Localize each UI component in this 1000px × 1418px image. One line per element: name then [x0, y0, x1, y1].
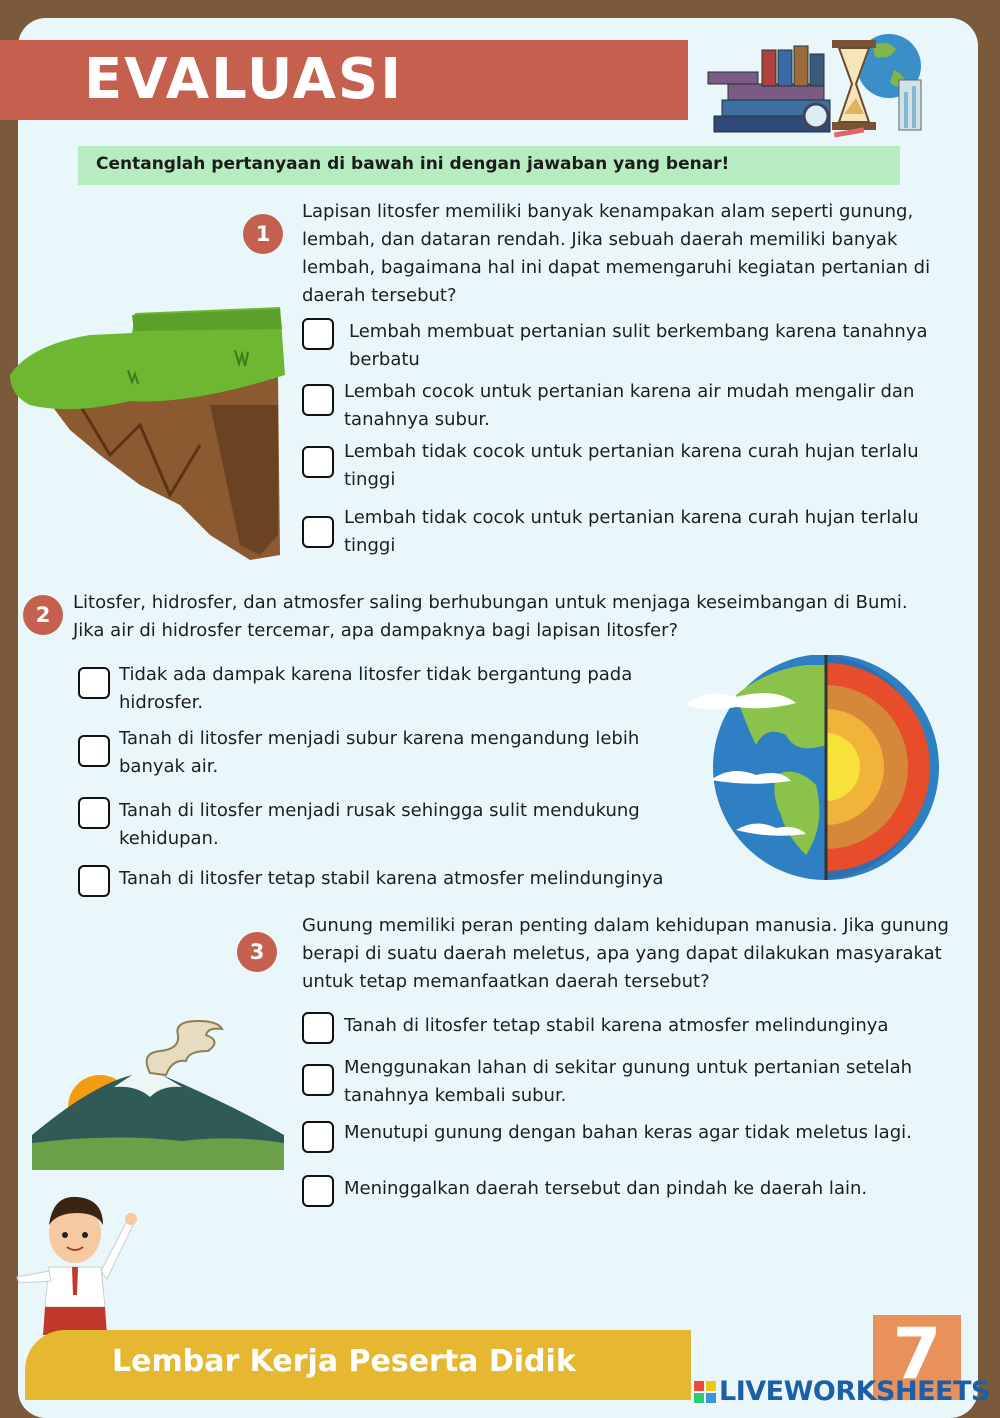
question-1-text: Lapisan litosfer memiliki banyak kenampakan alam seperti gunung, lembah, dan dataran rendah. Jika sebuah daerah memiliki banyak lembah, bagaimana hal ini dapat memengaruhi kegiatan pertanian di daerah tersebut? [302, 201, 931, 306]
page-number: 7 [892, 1313, 942, 1395]
q1-option-2-label: Lembah cocok untuk pertanian karena air mudah mengalir dan tanahnya subur. [344, 381, 915, 430]
question-2-text: Litosfer, hidrosfer, dan atmosfer saling berhubungan untuk menjaga keseimbangan di Bumi. Jika air di hidrosfer tercemar, apa dampaknya bagi lapisan litosfer? [73, 592, 908, 641]
q3-option-2[interactable] [302, 1054, 962, 1110]
q1-option-1-label: Lembah membuat pertanian sulit berkembang karena tanahnya berbatu [349, 321, 928, 370]
q2-checkbox-3[interactable] [78, 797, 110, 829]
q1-checkbox-3[interactable] [302, 446, 334, 478]
q1-option-4-label: Lembah tidak cocok untuk pertanian karena curah hujan terlalu tinggi [344, 507, 919, 556]
liveworksheets-icon [694, 1381, 716, 1403]
q2-option-1[interactable] [78, 661, 678, 717]
q2-option-4[interactable] [78, 865, 698, 897]
question-number-3: 3 [237, 932, 277, 972]
page-title: EVALUASI [84, 47, 404, 112]
books-globe-illustration [704, 20, 926, 140]
q3-option-3-label: Menutupi gunung dengan bahan keras agar tidak meletus lagi. [344, 1122, 912, 1143]
footer-label: Lembar Kerja Peserta Didik [112, 1344, 576, 1379]
q2-option-2-label: Tanah di litosfer menjadi subur karena mengandung lebih banyak air. [119, 728, 640, 777]
q3-checkbox-1[interactable] [302, 1012, 334, 1044]
q1-checkbox-2[interactable] [302, 384, 334, 416]
q1-option-3-label: Lembah tidak cocok untuk pertanian karena curah hujan terlalu tinggi [344, 441, 919, 490]
q3-checkbox-4[interactable] [302, 1175, 334, 1207]
liveworksheets-logo[interactable] [694, 1376, 990, 1407]
question-3-text: Gunung memiliki peran penting dalam kehidupan manusia. Jika gunung berapi di suatu daerah meletus, apa yang dapat dilakukan masyarakat untuk tetap memanfaatkan daerah tersebut? [302, 915, 949, 992]
question-number-1: 1 [243, 214, 283, 254]
q1-checkbox-1[interactable] [302, 318, 334, 350]
q3-option-1-label: Tanah di litosfer tetap stabil karena atmosfer melindunginya [344, 1015, 889, 1036]
q2-option-4-label: Tanah di litosfer tetap stabil karena atmosfer melindunginya [119, 868, 664, 889]
liveworksheets-brand: LIVEWORKSHEETS [719, 1376, 990, 1407]
q3-option-4[interactable] [302, 1175, 962, 1207]
q1-option-4[interactable] [302, 504, 962, 560]
instruction-text: Centanglah pertanyaan di bawah ini dengan jawaban yang benar! [96, 154, 730, 174]
q2-checkbox-1[interactable] [78, 667, 110, 699]
instruction-bar [78, 146, 900, 185]
student-illustration [15, 1195, 145, 1335]
earth-layers-illustration [686, 655, 946, 885]
q2-option-3[interactable] [78, 797, 678, 853]
q3-option-1[interactable] [302, 1012, 962, 1044]
q2-checkbox-4[interactable] [78, 865, 110, 897]
volcano-illustration [32, 1015, 284, 1170]
q2-checkbox-2[interactable] [78, 735, 110, 767]
question-number-2: 2 [23, 595, 63, 635]
q2-option-1-label: Tidak ada dampak karena litosfer tidak bergantung pada hidrosfer. [119, 664, 633, 713]
q3-checkbox-2[interactable] [302, 1064, 334, 1096]
q3-option-3[interactable] [302, 1119, 962, 1153]
q1-option-1[interactable] [302, 318, 962, 374]
q1-option-3[interactable] [302, 438, 962, 494]
q3-option-2-label: Menggunakan lahan di sekitar gunung untuk pertanian setelah tanahnya kembali subur. [344, 1057, 913, 1106]
q2-option-3-label: Tanah di litosfer menjadi rusak sehingga sulit mendukung kehidupan. [119, 800, 640, 849]
q1-checkbox-4[interactable] [302, 516, 334, 548]
q2-option-2[interactable] [78, 725, 678, 781]
q1-option-2[interactable] [302, 378, 962, 434]
q3-option-4-label: Meninggalkan daerah tersebut dan pindah ke daerah lain. [344, 1178, 868, 1199]
valley-cliff-illustration [10, 305, 285, 565]
q3-checkbox-3[interactable] [302, 1121, 334, 1153]
